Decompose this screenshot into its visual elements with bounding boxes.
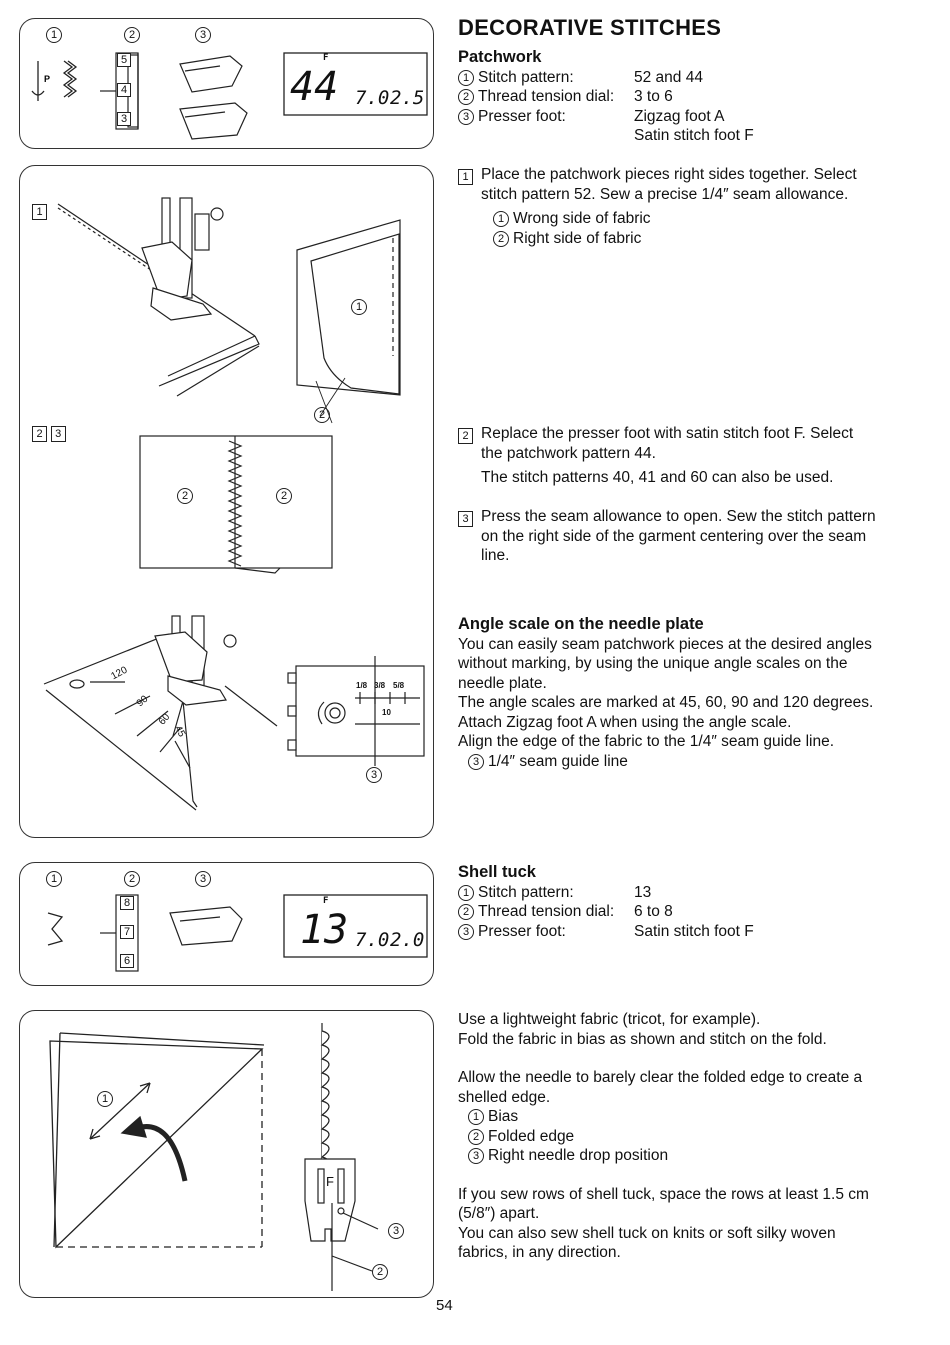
patchwork-heading: Patchwork — [458, 48, 542, 66]
right-side-label: 2 — [314, 407, 330, 423]
angle-scale-section — [458, 615, 883, 771]
legend-text: Wrong side of fabric — [513, 210, 651, 227]
step-number: 1 — [458, 169, 473, 185]
setting-value: Zigzag foot A — [634, 107, 725, 125]
illus-step-3: 3 — [51, 426, 66, 442]
setting-label: Thread tension dial: — [478, 903, 615, 920]
lcd-length: 2.5 — [390, 87, 425, 109]
shell-edge-stitch — [322, 1023, 329, 1171]
circle-number: 1 — [468, 1109, 484, 1125]
angle-45: 45 — [172, 724, 188, 739]
dial-number-bottom: 6 — [120, 954, 134, 968]
patchwork-illustration-panel — [19, 165, 434, 838]
step-number: 2 — [458, 428, 473, 444]
illus-step-1: 1 — [32, 204, 47, 220]
shell-tuck-heading: Shell tuck — [458, 863, 536, 881]
satin-foot-icon — [170, 907, 242, 945]
legend-text: Folded edge — [488, 1127, 575, 1145]
setting-label: Thread tension dial: — [478, 88, 615, 105]
setting-row — [458, 68, 898, 88]
step23-fabric — [140, 436, 332, 573]
scale-tick-3: 5/8 — [393, 681, 405, 690]
circle-number: 1 — [493, 211, 509, 227]
panel-label-3: 3 — [195, 27, 211, 43]
legend-item — [458, 1146, 883, 1166]
legend-item — [481, 229, 878, 249]
angle-scale-presser-foot — [155, 616, 236, 705]
step1-presser-foot — [142, 198, 223, 320]
setting-label: Stitch pattern: — [478, 883, 574, 901]
illus-step-2: 2 — [32, 426, 47, 442]
setting-value: 3 to 6 — [634, 88, 673, 105]
legend-text: Right needle drop position — [488, 1147, 669, 1164]
seam-guide-label: 3 — [366, 767, 382, 783]
patchwork-steps-drawing — [20, 166, 435, 839]
shell-tuck-settings-panel — [19, 862, 434, 986]
dial-number-mid: 7 — [120, 925, 134, 939]
circle-number: 3 — [458, 924, 474, 940]
patchwork-settings-drawing — [20, 19, 435, 150]
setting-value: 6 to 8 — [634, 903, 673, 920]
legend-item — [481, 209, 878, 229]
needle-drop-label: 3 — [388, 1223, 404, 1239]
setting-value: Satin stitch foot F — [634, 127, 754, 144]
page-title: DECORATIVE STITCHES — [458, 15, 722, 40]
circle-number: 3 — [468, 754, 484, 770]
right-side-label-a: 2 — [177, 488, 193, 504]
step-text: Place the patchwork pieces right sides together. Select stitch pattern 52. Sew a precise 1/4″ seam allowance. — [481, 166, 857, 203]
angle-scale-line: The angle scales are marked at 45, 60, 90 and 120 degrees. — [458, 694, 874, 711]
satin-foot-f — [305, 1159, 378, 1291]
patchwork-settings-panel — [19, 18, 434, 149]
circle-number: 1 — [458, 70, 474, 86]
lcd-width: 7.0 — [355, 87, 390, 109]
setting-label: Presser foot: — [478, 107, 566, 125]
foot-letter: F — [326, 1174, 334, 1189]
legend-item — [458, 752, 883, 772]
page-number: 54 — [436, 1297, 453, 1314]
circle-number: 1 — [458, 885, 474, 901]
lcd-pattern-number: 44 — [290, 64, 339, 110]
setting-row — [458, 126, 898, 146]
legend-item — [458, 1107, 883, 1127]
dial-number-top: 8 — [120, 896, 134, 910]
patchwork-settings — [458, 48, 898, 146]
lcd-foot-letter: F — [323, 896, 329, 906]
instruction-line: Fold the fabric in bias as shown and stitch on the fold. — [458, 1030, 827, 1048]
legend-text: 1/4″ seam guide line — [488, 752, 628, 770]
scale-tick-1: 1/8 — [356, 681, 368, 690]
lcd-width: 7.0 — [355, 929, 390, 951]
setting-value: 13 — [634, 883, 652, 901]
dial-number-top: 5 — [117, 53, 131, 67]
scale-tick-2: 3/8 — [374, 681, 386, 690]
angle-scale-line: Attach Zigzag foot A when using the angle scale. — [458, 713, 792, 731]
right-side-label-b: 2 — [276, 488, 292, 504]
svg-text:P: P — [44, 74, 51, 84]
lcd-length: 2.0 — [390, 929, 425, 951]
angle-60: 60 — [156, 711, 173, 728]
circle-number: 2 — [458, 89, 474, 105]
step-1 — [458, 165, 878, 248]
panel-label-3: 3 — [195, 871, 211, 887]
step-text: Press the seam allowance to open. Sew the stitch pattern on the right side of the garment centering over the seam line. — [481, 508, 876, 564]
setting-value: 52 and 44 — [634, 68, 703, 86]
shell-stitch-icon — [48, 913, 62, 945]
needle-plate-zoom — [288, 656, 424, 766]
wrong-side-label: 1 — [351, 299, 367, 315]
panel-label-1: 1 — [46, 871, 62, 887]
instruction-line: Allow the needle to barely clear the folded edge to create a shelled edge. — [458, 1069, 863, 1106]
shell-tuck-drawing — [20, 1011, 435, 1299]
shell-tuck-illustration-panel — [19, 1010, 434, 1298]
legend-item — [458, 1127, 883, 1147]
panel-label-1: 1 — [46, 27, 62, 43]
instruction-line: You can also sew shell tuck on knits or soft silky woven fabrics, in any direction. — [458, 1224, 836, 1261]
shell-tuck-instructions — [458, 1010, 883, 1263]
circle-number: 2 — [468, 1129, 484, 1145]
bias-label: 1 — [97, 1091, 113, 1107]
step-2 — [458, 424, 878, 488]
legend-text: Right side of fabric — [513, 229, 642, 247]
angle-scale-line: You can easily seam patchwork pieces at the desired angles without marking, by using the unique angle scales on the needle plate. — [458, 635, 872, 692]
angle-scale-heading: Angle scale on the needle plate — [458, 615, 704, 633]
circle-number: 2 — [493, 231, 509, 247]
panel-label-2: 2 — [124, 27, 140, 43]
angle-90: 90 — [134, 693, 151, 710]
presser-foot-icon — [180, 56, 247, 139]
step1-folded-fabric — [297, 220, 400, 423]
scale-tick-4: 10 — [382, 708, 391, 717]
setting-row — [458, 902, 898, 922]
circle-number: 3 — [458, 109, 474, 125]
step-number: 3 — [458, 511, 473, 527]
dial-number-bottom: 3 — [117, 112, 131, 126]
lcd-foot-letter: F — [323, 53, 329, 63]
dial-number-mid: 4 — [117, 83, 131, 97]
panel-label-2: 2 — [124, 871, 140, 887]
angle-scale-line: Align the edge of the fabric to the 1/4″ seam guide line. — [458, 733, 835, 750]
bias-fabric — [50, 1033, 264, 1247]
shell-tuck-settings-drawing — [20, 863, 435, 987]
setting-label: Presser foot: — [478, 922, 566, 940]
lcd-pattern-number: 13 — [300, 907, 349, 953]
setting-row — [458, 107, 898, 127]
setting-label: Stitch pattern: — [478, 68, 574, 86]
angle-120: 120 — [109, 664, 130, 683]
setting-row — [458, 883, 898, 903]
legend-text: Bias — [488, 1108, 519, 1125]
shell-tuck-settings — [458, 863, 898, 941]
instruction-line: If you sew rows of shell tuck, space the rows at least 1.5 cm (5/8″) apart. — [458, 1185, 869, 1222]
step-3 — [458, 507, 878, 566]
circle-number: 3 — [468, 1148, 484, 1164]
setting-row — [458, 87, 898, 107]
setting-value: Satin stitch foot F — [634, 922, 754, 940]
stitch-pattern-icon — [32, 61, 76, 101]
instruction-line: Use a lightweight fabric (tricot, for example). — [458, 1011, 761, 1028]
circle-number: 2 — [458, 904, 474, 920]
folded-edge-label: 2 — [372, 1264, 388, 1280]
step-text: Replace the presser foot with satin stitch foot F. Select the patchwork pattern 44. — [481, 425, 854, 462]
step-note: The stitch patterns 40, 41 and 60 can also be used. — [481, 469, 834, 486]
setting-row — [458, 922, 898, 942]
